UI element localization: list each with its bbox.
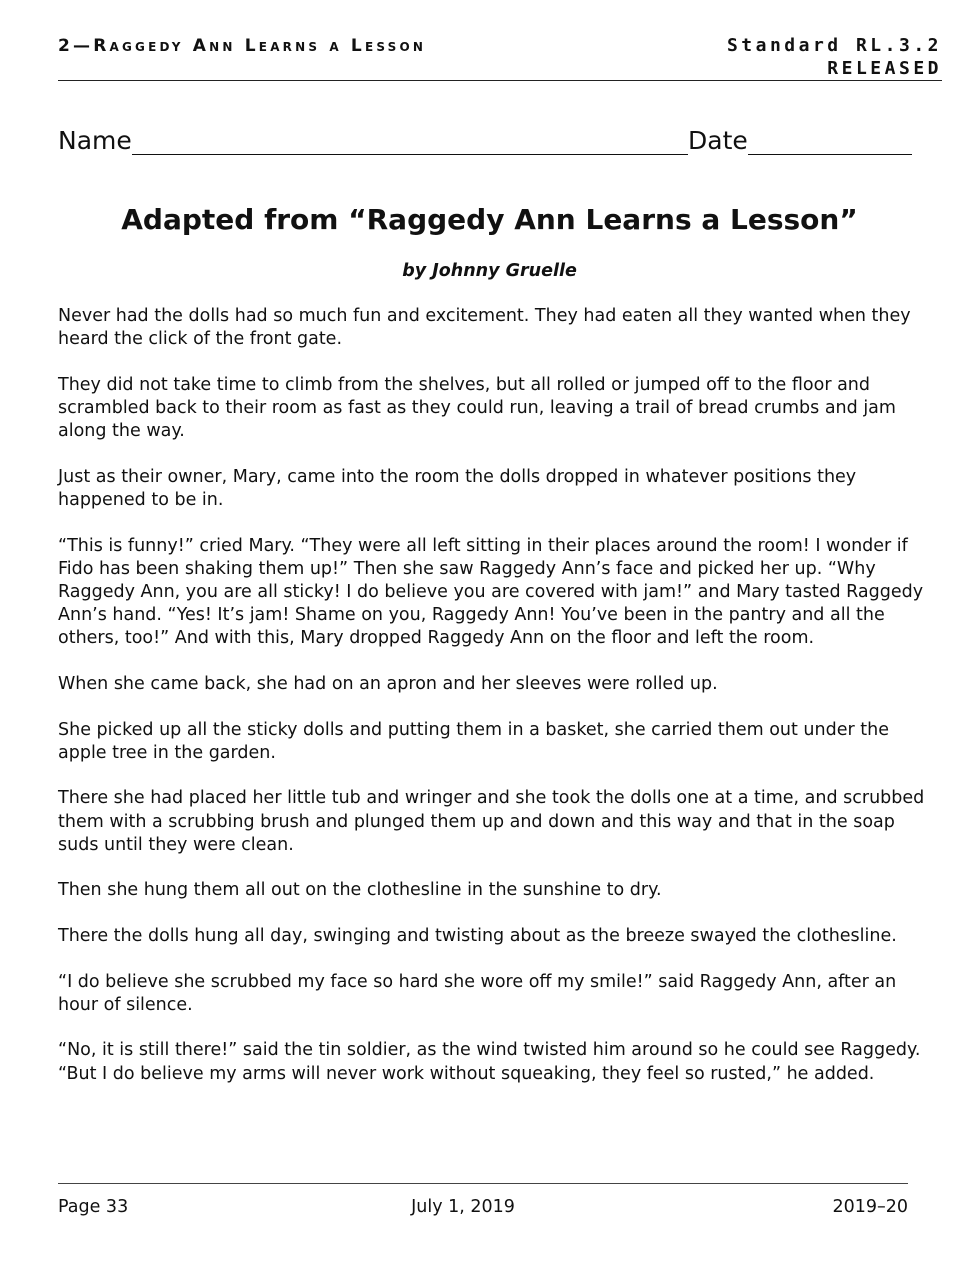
paragraph: “This is funny!” cried Mary. “They were all left sitting in their places around the room! I wonder if Fido has been shaking them up!” Then she saw Raggedy Ann’s face and picked her up. “Why Raggedy Ann, you are all sticky! I do believe you are covered with jam!” and Mary tasted Raggedy Ann’s hand. “Yes! It’s jam! Shame on you, Raggedy Ann! You’ve been in the pantry and all the others, too!” And with this, Mary dropped Raggedy Ann on the floor and left the room. [58, 535, 924, 649]
footer-page-number: Page 33 [58, 1197, 129, 1217]
date-label: Date [688, 126, 748, 155]
paragraph: Just as their owner, Mary, came into the room the dolls dropped in whatever positions they happened to be in. [58, 466, 857, 510]
footer-school-year: 2019–20 [832, 1197, 908, 1217]
header-standard-code: Standard RL.3.2 [726, 35, 942, 56]
paragraph: “No, it is still there!” said the tin soldier, as the wind twisted him around so he could see Raggedy. “But I do believe my arms will never work without squeaking, they feel so rusted,” he added. [58, 1040, 921, 1084]
name-date-row [58, 126, 914, 160]
paragraph: Never had the dolls had so much fun and excitement. They had eaten all they wanted when they heard the click of the front gate. [58, 306, 911, 350]
paragraph: There the dolls hung all day, swinging and twisting about as the breeze swayed the clothesline. [58, 925, 897, 946]
paragraph: They did not take time to climb from the shelves, but all rolled or jumped off to the floor and scrambled back to their room as fast as they could run, leaving a trail of bread crumbs and jam along the way. [58, 374, 896, 442]
name-field-line[interactable] [132, 154, 688, 155]
paragraph: Then she hung them all out on the clothesline in the sunshine to dry. [58, 880, 662, 901]
header-item-title: 2—Raggedy Ann Learns a Lesson [58, 36, 427, 56]
paragraph: “I do believe she scrubbed my face so hard she wore off my smile!” said Raggedy Ann, after an hour of silence. [58, 971, 897, 1015]
header-released-label: RELEASED [827, 58, 942, 79]
paragraph: There she had placed her little tub and wringer and she took the dolls one at a time, and scrubbed them with a scrubbing brush and plunged them up and down and this way and that in the soap suds until they were clean. [58, 788, 925, 855]
passage-byline: by Johnny Gruelle [402, 261, 577, 281]
page-header [58, 34, 942, 81]
paragraph: She picked up all the sticky dolls and putting them in a basket, she carried them out under the apple tree in the garden. [58, 719, 889, 763]
footer-divider [58, 1183, 908, 1184]
paragraph: When she came back, she had on an apron and her sleeves were rolled up. [58, 674, 718, 694]
date-field-line[interactable] [748, 154, 912, 155]
footer-date: July 1, 2019 [411, 1197, 515, 1217]
page-footer [58, 1197, 908, 1221]
passage-body [58, 305, 928, 1108]
header-standard [727, 34, 942, 80]
passage-title: Adapted from “Raggedy Ann Learns a Lesson” [121, 203, 858, 236]
name-label: Name [58, 126, 132, 155]
